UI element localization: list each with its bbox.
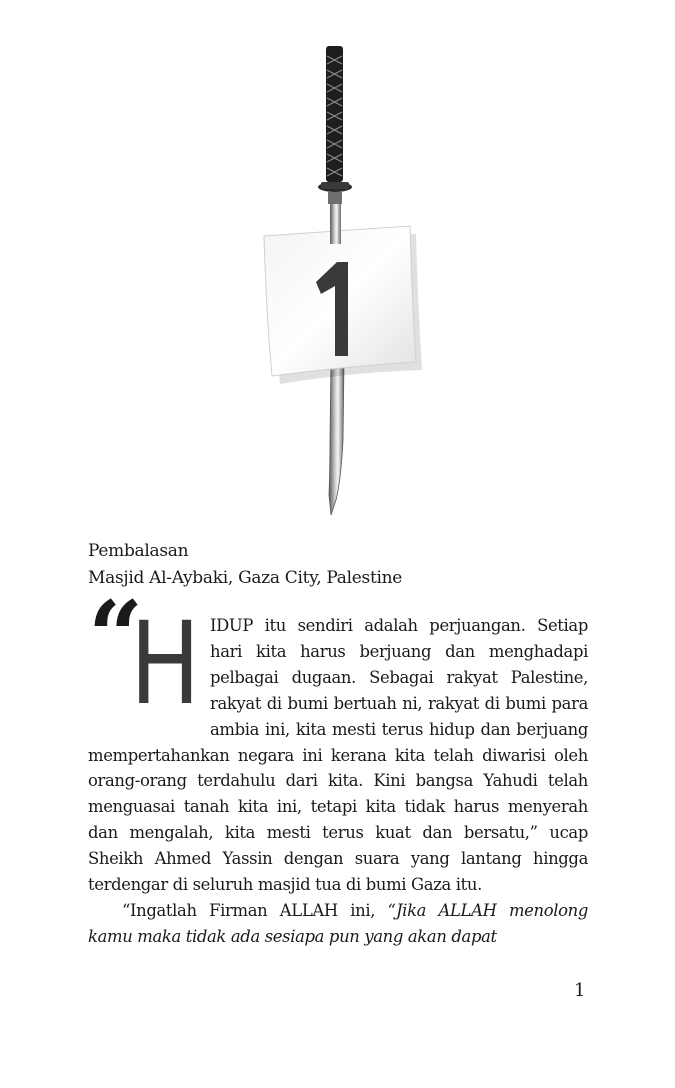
chapter-location: Masjid Al-Aybaki, Gaza City, Palestine	[88, 568, 403, 588]
chapter-title: Pembalasan	[88, 541, 189, 561]
body-text	[88, 580, 588, 950]
drop-quote-mark: “	[88, 580, 143, 693]
paragraph-2	[88, 898, 588, 950]
paragraph-1-text: IDUP itu sendiri adalah perjuangan. Setiap hari kita harus berjuang dan menghadapi pelbagai dugaan. Sebagai rakyat Palestine, rakyat di bumi bertuah ni, rakyat di bumi para ambia ini, kita mesti terus hidup dan berjuang mempertahankan negara ini kerana kita telah diwarisi oleh orang-orang terdahulu dari kita. Kini bangsa Yahudi telah menguasai tanah kita ini, tetapi kita tidak harus menyerah dan mengalah, kita mesti terus kuat dan bersatu,” ucap Sheikh Ahmed Yassin dengan suara yang lantang hingga terdengar di seluruh masjid tua di bumi Gaza itu.	[88, 616, 588, 895]
paragraph-2-quote: “Jika ALLAH menolong kamu maka tidak ada sesiapa pun yang akan dapat	[88, 900, 588, 946]
chapter-illustration	[0, 0, 675, 530]
page-number: 1	[574, 980, 586, 1001]
chapter-number-text: 1	[0, 0, 1, 1]
drop-cap-block	[88, 580, 206, 730]
drop-cap-letter: H	[130, 597, 201, 730]
paragraph-2-lead: “Ingatlah Firman ALLAH ini,	[122, 900, 388, 920]
paragraph-1	[88, 580, 588, 898]
